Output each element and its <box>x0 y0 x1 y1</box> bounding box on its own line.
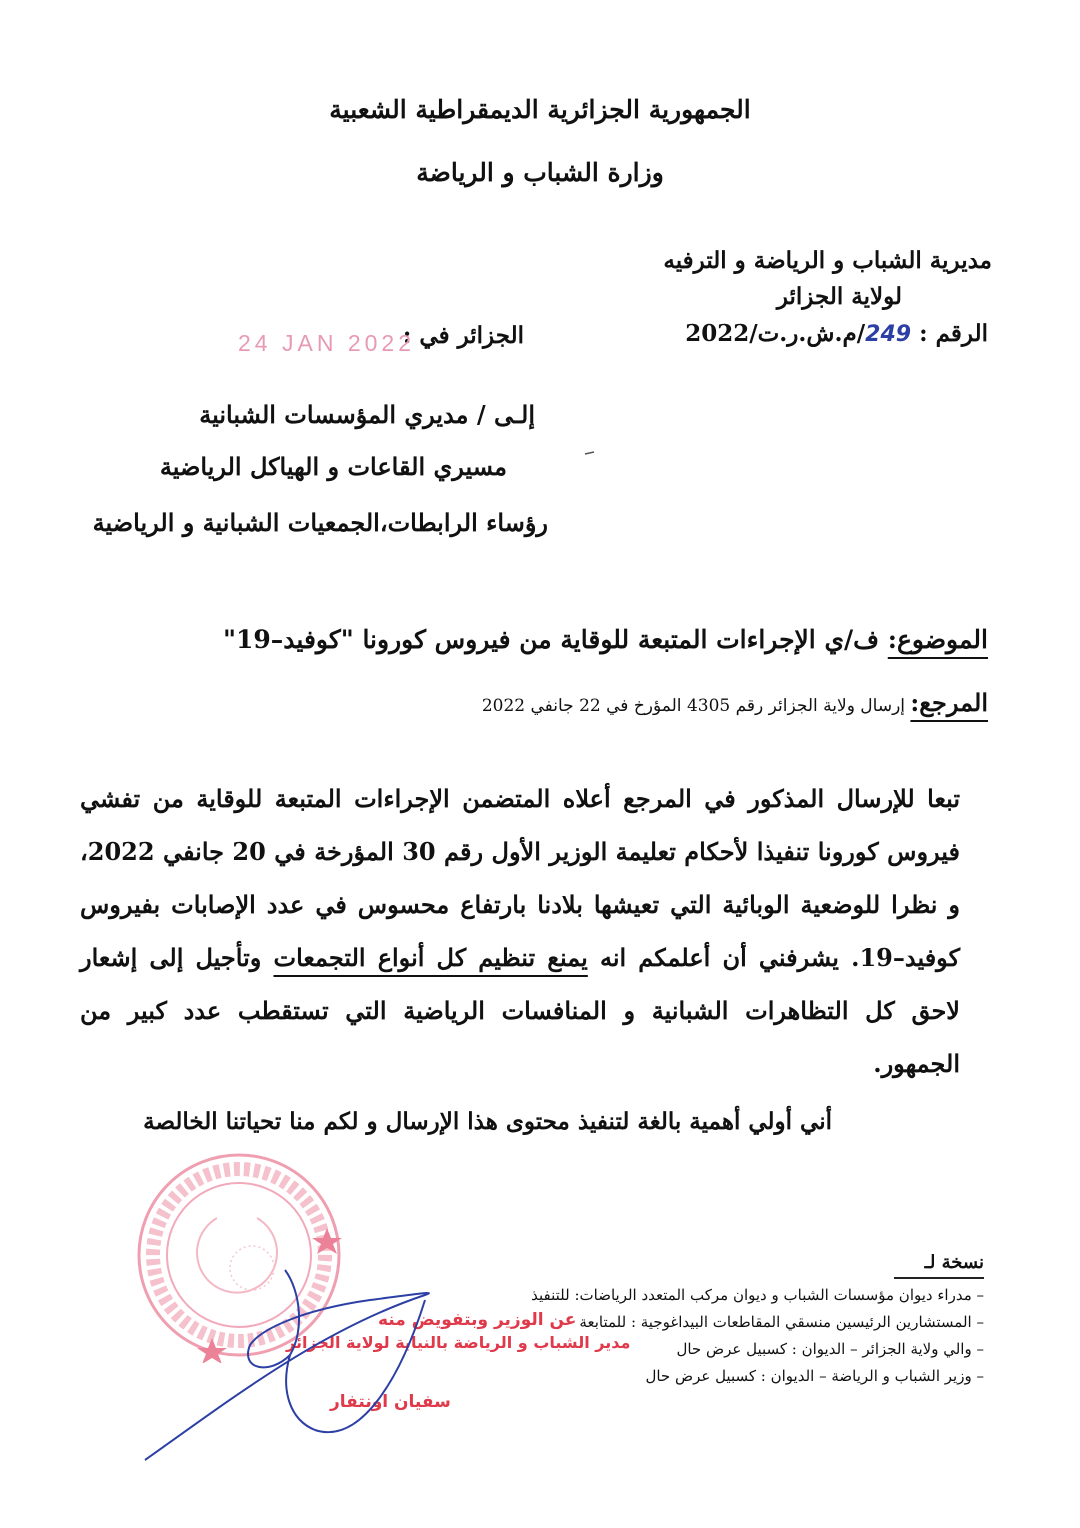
letter-body <box>80 772 960 1090</box>
reference-line <box>482 688 988 717</box>
signature-line: عن الوزير وبتفويض منه <box>378 1310 577 1330</box>
recipient-line: مسيري القاعات و الهياكل الرياضية <box>159 452 507 481</box>
copy-item: – وزير الشباب و الرياضة – الديوان : كسبيل عرض حال <box>645 1367 984 1385</box>
body-emphasis: يمنع تنظيم كل أنواع التجمعات <box>273 943 588 972</box>
body-text: تبعا للإرسال المذكور في المرجع أعلاه المتضمن الإجراءات المتبعة للوقاية من تفشي فيروس كورونا تنفيذا لأحكام تعليمة الوزير الأول رقم 30 المؤرخة في 20 جانفي 2022، و نظرا للوضعية الوبائية التي تعيشها بلادنا بارتفاع محسوس في عدد الإصابات بفيروس كوفيد–19. يشرفني أن أعلمكم انه <box>80 784 961 972</box>
signature-title: مدير الشباب و الرياضة بالنيابة لولاية الجزائر <box>286 1333 631 1352</box>
copy-item: – المستشارين الرئيسين منسقي المقاطعات البيداغوجية : للمتابعة <box>579 1313 984 1331</box>
ref-label: الرقم : <box>919 320 988 347</box>
country-header: الجمهورية الجزائرية الديمقراطية الشعبية <box>329 95 751 124</box>
reference-text: إرسال ولاية الجزائر رقم 4305 المؤرخ في 22 جانفي 2022 <box>481 696 911 716</box>
body-text: وتأجيل إلى إشعار لاحق كل التظاهرات الشبانية و المنافسات الرياضية التي تستقطب عدد كبير من الجمهور. <box>80 943 960 1078</box>
subject-line <box>223 625 988 654</box>
reference-label: المرجع: <box>910 688 988 717</box>
reference-number <box>685 320 988 347</box>
copies-title: نسخة لـ <box>894 1252 984 1279</box>
ref-suffix: /م.ش.ر.ت/2022 <box>685 320 866 347</box>
recipient-line: رؤساء الرابطات،الجمعيات الشبانية و الرياضية <box>92 508 548 537</box>
signatory-name: سفيان اونتفار <box>330 1392 451 1412</box>
handwritten-ref-number: 249 <box>865 322 912 347</box>
ministry-header: وزارة الشباب و الرياضة <box>416 158 664 187</box>
copy-item: – والي ولاية الجزائر – الديوان : كسبيل عرض حال <box>676 1340 984 1358</box>
place-date-label: الجزائر في : <box>402 322 524 349</box>
closing-line: أني أولي أهمية بالغة لتنفيذ محتوى هذا الإرسال و لكم منا تحياتنا الخالصة <box>143 1108 832 1135</box>
date-stamp: 24 JAN 2022 <box>238 330 415 356</box>
subject-label: الموضوع: <box>887 625 988 654</box>
subject-text: ف/ي الإجراءات المتبعة للوقاية من فيروس كورونا "كوفيد–19" <box>222 625 888 654</box>
directorate-name: مديرية الشباب و الرياضة و الترفيه <box>663 247 992 274</box>
wilaya-name: لولاية الجزائر <box>776 283 902 310</box>
handwritten-signature-icon <box>140 1260 440 1470</box>
pen-mark <box>584 450 596 456</box>
copy-item: – مدراء ديوان مؤسسات الشباب و ديوان مركب المتعدد الرياضات: للتنفيذ <box>531 1286 984 1304</box>
recipient-line: إلـى / مديري المؤسسات الشبانية <box>199 400 535 429</box>
